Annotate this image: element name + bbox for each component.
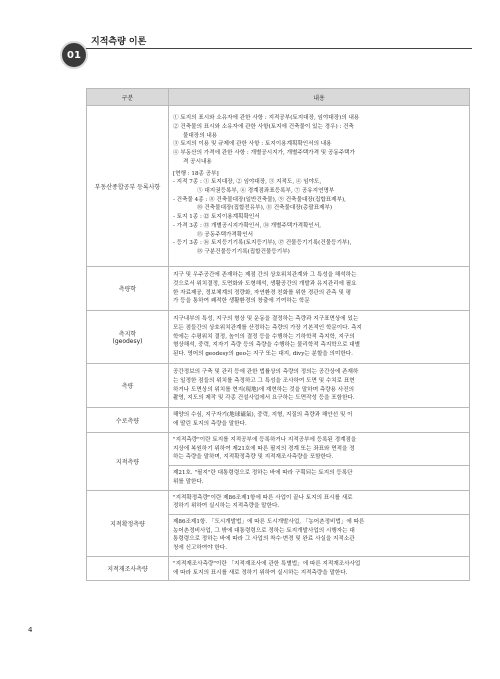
content-line: 에 따라 토지의 표시를 새로 정하기 위하여 실시하는 지적측량을 말한다.: [173, 569, 348, 576]
sub-line: - 건축물 4종 : ⑧ 건축물대장(일반건축물), ⑨ 건축물대장(집합표제부),: [173, 196, 346, 203]
content-line: 된다. 영어의 geodesy의 geo는 지구 또는 대지, divy는 분할을 의미한다.: [173, 351, 353, 358]
chapter-number-badge: 01: [60, 41, 88, 69]
content-line: 촬영, 지도의 제작 및 각종 건설사업에서 요구하는 도면작성 등을 포함한다.: [173, 395, 355, 402]
chapter-title: 지적측량 이론: [91, 37, 147, 47]
table-row: [87, 364, 470, 408]
content-line: "지적확정측량"이란 제86조제1항에 따른 사업이 끝나 토지의 표시를 새로: [173, 494, 353, 501]
content-line: 지구 및 우주공간에 존재하는 제점 간의 상호위치관계와 그 특성을 해석하는: [173, 272, 357, 279]
content-line: 농어촌정비사업, 그 밖에 대통령령으로 정하는 토지개발사업의 시행자는 대: [173, 527, 355, 534]
sub-line: ⑮ 공동주택가격확인서: [197, 231, 254, 238]
row-category: 지적측량: [87, 433, 169, 491]
row-category-line: 측지학 (geodesy): [112, 331, 143, 345]
row-content: [169, 311, 470, 364]
row-content: [169, 364, 470, 408]
content-line: ④ 부동산의 가격에 관한 사항 : 개별공시지가, 개별주택가격 및 공동주택가: [173, 150, 355, 157]
chapter-header: [60, 32, 474, 62]
content-line: 지구내부의 특성, 지구의 형상 및 운동을 결정하는 측량과 지구표면상에 있는: [173, 316, 359, 323]
table-row: [87, 433, 470, 466]
content-line: 것으로서 위치결정, 도면화와 도형해석, 생활공간의 개발과 유지관리에 필요: [173, 280, 357, 287]
content-line: 물대장의 내용: [183, 132, 218, 139]
content-line: 제21호. "필지"란 대통령령으로 정하는 바에 따라 구획되는 토지의 등록단: [173, 470, 353, 477]
content-line: ① 토지의 표시와 소유자에 관한 사항 : 지적공부(토지대장, 임야대장)의 내용: [173, 115, 360, 122]
row-category: 부동산종합공부 등록사항: [87, 106, 169, 267]
column-header-category: 구분: [87, 89, 169, 106]
table-header-row: [87, 89, 470, 106]
content-line: 해양의 수심, 지구자기(地球磁氣), 중력, 지형, 지질의 측량과 해안선 및 이: [173, 412, 353, 419]
sub-line: ⑱ 구분건물등기기록(집합건물등기부): [197, 248, 290, 255]
content-line: 가 등을 통하여 쾌적한 생활환경의 창출에 기여하는 학문: [173, 298, 310, 305]
header-rule: [86, 48, 472, 49]
table-row: [87, 311, 470, 364]
sub-line: - 가격 3종 : ⑬ 개별공시지가확인서, ⑭ 개별주택가격확인서,: [173, 222, 321, 229]
row-content: [169, 556, 470, 580]
terms-table: [86, 88, 470, 581]
sub-line: ⑩ 건축물대장(집합전유부), ⑪ 건축물대장(총괄표제부): [197, 205, 333, 212]
content-line: 는 일정한 점들의 위치를 측정하고 그 특성을 조사하여 도면 및 수치로 표현: [173, 377, 355, 384]
sub-line: - 토지 1종 : ⑫ 토지이용계획확인서: [173, 214, 260, 221]
row-content: [169, 433, 470, 466]
content-line: "지적재조사측량"이란 「지적재조사에 관한 특별법」에 따른 지적재조사사업: [173, 560, 361, 567]
content-line: 공간정보의 구축 및 관리 등에 관한 법률상의 측량의 정의는 공간상에 존재하: [173, 369, 359, 376]
content-line: 모든 점들간의 상호위치관계를 산정하는 측량의 가장 기본적인 학문이다. 측지: [173, 324, 362, 331]
content-line: 위를 말한다.: [173, 478, 204, 485]
sub-title: [현행 : 18종 공부]: [173, 170, 219, 177]
table-row: [87, 408, 470, 433]
page-number: 4: [28, 626, 33, 634]
content-line: 에 딸린 토지의 측량을 말한다.: [173, 421, 247, 427]
content-line: 하거나 도면상의 위치를 현지(現地)에 재현하는 것을 말하며 측량용 사진의: [173, 386, 355, 393]
row-category: 측량학: [87, 267, 169, 311]
table-row: [87, 490, 470, 514]
content-line: 한 자료제공, 정보체계의 정량화, 자연환경 친화를 위한 경관의 관측 및 평: [173, 289, 352, 296]
content-line: "지적측량"이란 토지를 지적공부에 등록하거나 지적공부에 등록된 경계점을: [173, 437, 357, 443]
content-line: 제86조제1항. 「도시개발법」에 따른 도시개발사업, 「농어촌정비법」에 따른: [173, 519, 365, 526]
row-content: [169, 490, 470, 514]
row-content: [169, 514, 470, 556]
table-row: [87, 267, 470, 311]
row-category: [87, 311, 169, 364]
content-line: ③ 토지의 이용 및 규제에 관한 사항 : 토지이용계획확인서의 내용: [173, 141, 332, 148]
row-content: [169, 106, 470, 267]
current-registers-box: [173, 170, 465, 257]
row-category: 지적확정측량: [87, 490, 169, 556]
row-category: 측량: [87, 364, 169, 408]
sub-line: - 등기 3종 : ⑯ 토지등기기록(토지등기부), ⑰ 건물등기기록(건물등기부),: [173, 240, 352, 247]
sub-line: ⑤ 대지권등록부, ⑥ 경계점좌표등록부, ⑦ 공유지연명부: [197, 188, 335, 194]
row-content: [169, 267, 470, 311]
row-content: [169, 466, 470, 490]
table-row: [87, 556, 470, 580]
row-category: 수로측량: [87, 408, 169, 433]
content-line: 정하기 위하여 실시하는 지적측량을 말한다.: [173, 503, 280, 510]
content-line: 지상에 복원하기 위하여 제21호에 따른 필지의 경계 또는 좌표와 면적을 정: [173, 445, 355, 452]
content-line: 통령령으로 정하는 바에 따라 그 사업의 착수·변경 및 완료 사실을 지적소관: [173, 536, 355, 543]
content-line: 하는 측량을 말하며, 지적확정측량 및 지적재조사측량을 포함한다.: [173, 454, 334, 461]
row-content: [169, 408, 470, 433]
content-line: ② 건축물의 표시와 소유자에 관한 사항(토지에 건축물이 있는 경우) : 건축: [173, 124, 354, 131]
row-category: 지적재조사측량: [87, 556, 169, 580]
content-line: 격 공시내용: [183, 158, 212, 165]
sub-line: - 지적 7종 : ① 토지대장, ② 임야대장, ③ 지적도, ④ 임야도,: [173, 179, 322, 186]
column-header-content: 내용: [169, 89, 470, 106]
table-row: [87, 106, 470, 267]
content-line: 학에는 수평위치 결정, 높이의 결정 등을 수행하는 기하학적 측지학, 지구의: [173, 333, 355, 340]
content-line: 청에 신고하여야 한다.: [173, 545, 227, 552]
content-line: 형상해석, 중력, 지자기 측량 등의 측량을 수행하는 물리학적 측지학으로 대별: [173, 342, 361, 349]
